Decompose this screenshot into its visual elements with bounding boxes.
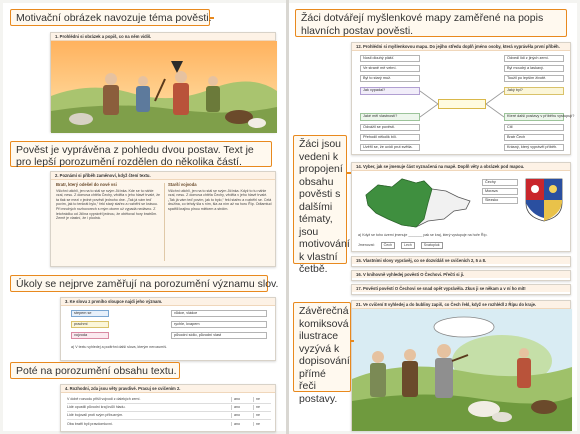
no-option[interactable]: ne: [253, 413, 271, 418]
table-row: [67, 412, 271, 420]
meaning-box-2[interactable]: rychle, kvapem: [171, 321, 267, 328]
callout-linking: Žáci jsou vedeni k propojení obsahu pověsti s dalšími tématy, jsou motivování k vlastní četbě.: [293, 135, 347, 264]
word-box-3[interactable]: vojvoda: [71, 332, 109, 339]
no-option[interactable]: ne: [253, 405, 271, 410]
left-column-text: Všichni utichli, jen na to stál se svým Jičínka. Kde se tu náhle vzal, nesu. Z domova chtěla Čechy, věděla v jeho hlavě trvalé, že ta tlak se mezi v jedné pověsti jednoho dne. „Tak já vám teď povím, jak to tenkrát bylo,“ řekl starý stařec a rozběhl se krásou. Při mnohých rozhovorech s mým otcem už vypadá nedávno. Z letohrádku od Jičína vyprávěl jednou, že obětoval hory bratrům. Země je vlastní, že i plodná.: [56, 188, 161, 221]
exercise-15-title: 15. Vlastními slovy vyprávěj, co se dozvídáš ve cvičeních 2, 5 a 8.: [352, 257, 570, 264]
mindmap-node[interactable]: Odvedl lidi z jiných zemí.: [504, 55, 564, 62]
callout-content: Poté na porozumění obsahu textu.: [10, 362, 180, 379]
coat-of-arms-icon: [524, 177, 564, 223]
meaning-box-1[interactable]: vůdce, vládce: [171, 310, 267, 317]
exercise-21-card: [351, 300, 571, 431]
statement-text: V době rozvodu přišli vojvodi z dalekých zemí.: [67, 397, 141, 402]
choice-option[interactable]: Čech: [381, 242, 395, 249]
exercise-14-question: a) Když se toho území jmenuje _______ pak se kraj, který vystupuje na hoře Říp.: [358, 233, 488, 237]
mindmap-category[interactable]: Jak vypadal?: [360, 87, 420, 95]
callout-pointer: [351, 340, 354, 342]
exercise-1-title: 1. Prohlédni si obrázek a popiš, co na něm vidíš.: [51, 33, 275, 41]
callout-pointer: [347, 172, 351, 174]
exercise-4-title: 4. Rozhodni, zda jsou věty pravdivé. Pracuj se cvičením 2.: [61, 385, 275, 393]
exercise-15-card: [351, 256, 571, 267]
exercise-3-card: [60, 297, 276, 361]
migration-illustration: [51, 41, 277, 133]
word-box-1[interactable]: stepem se: [71, 310, 109, 317]
choices-lead: Jmenovat:: [358, 243, 375, 247]
exercise-2-title: 2. Poznámí si příběh zaměnoví, když čtení textu.: [51, 172, 275, 180]
mindmap-category[interactable]: Které další postavy v příběhu vystupují?: [504, 113, 564, 121]
exercise-16-title: 16. V knihovně vyhledej pověsti O Čechovi. Přečti si ji.: [352, 271, 570, 278]
exercise-17-card: [351, 284, 571, 295]
word-box-2[interactable]: prachmi: [71, 321, 109, 328]
exercise-16-card: [351, 270, 571, 281]
yes-option[interactable]: ano: [231, 422, 253, 427]
statement-text: Oba bratři byli pravdomluvní.: [67, 421, 113, 426]
exercise-14-title: 14. Vyber, jak se jmenuje část vyznačená na mapě. Doplň věty a obrázek pod mapou.: [352, 163, 570, 171]
exercise-3-note: a) V textu vyhledej a podtrhni další slova, kterým nerozumíš.: [71, 345, 168, 349]
exercise-17-title: 17. Pověsti pověstí O Čechovi se snad opět vyprávěla. Zkus ji se někam a v ní ho mít!: [352, 285, 570, 292]
region-options: [482, 179, 518, 204]
exercise-14-card: [351, 162, 571, 252]
callout-motivation: Motivační obrázek navozuje téma pověsti.: [10, 9, 210, 26]
choice-option[interactable]: Svatopluk: [421, 242, 443, 249]
mindmap-category[interactable]: Jaký byl?: [504, 87, 564, 95]
mindmap-node[interactable]: Ctil: [504, 124, 564, 131]
meaning-box-3[interactable]: původní sídlo, původní vlast: [171, 332, 267, 339]
no-option[interactable]: ne: [253, 422, 271, 427]
yes-option[interactable]: ano: [231, 405, 253, 410]
mindmap-center[interactable]: [438, 99, 486, 109]
exercise-3-title: 3. Ke slovu z prvního sloupce najdi jeho význam.: [61, 298, 275, 306]
callout-comic: Závěrečná komiksová ilustrace vyzývá k dopisování přímé řeči postavy.: [293, 302, 351, 392]
mindmap-category[interactable]: Jaké měl vlastnosti?: [360, 113, 420, 121]
statement-text: Lidé bojovali proti svým příbuzným.: [67, 413, 124, 418]
right-column-heading: Starší vojvoda: [168, 182, 197, 187]
table-row: [67, 396, 271, 404]
mindmap-node[interactable]: Přehodil několik bílí.: [360, 134, 420, 141]
region-option[interactable]: Čechy: [482, 179, 518, 186]
mindmap-node[interactable]: Byl moudrý a laskavý.: [504, 65, 564, 72]
mindmap-node[interactable]: Odvážil se pověsti.: [360, 124, 420, 131]
mindmap-node[interactable]: Byl to starý muž.: [360, 75, 420, 82]
region-option[interactable]: Slezsko: [482, 197, 518, 204]
czech-map: [358, 175, 476, 231]
statement-text: Lidé opustili původní kraj kvůli hladu.: [67, 405, 126, 410]
mindmap-node[interactable]: Krásný, který vyprávěl příběh.: [504, 144, 564, 151]
mindmap-node[interactable]: Bratr Čech: [504, 134, 564, 141]
exercise-12-card: [351, 42, 575, 155]
callout-narration: Pověst je vyprávěna z pohledu dvou postav. Text je pro lepší porozumění rozdělen do několika částí.: [10, 141, 272, 167]
table-row: [67, 404, 271, 412]
yes-option[interactable]: ano: [231, 413, 253, 418]
right-column-text: Všichni utichli, jen na to stál se svým Jičínka. Když to tu náhle vzal, nesu. Z domova chtěla Čechy, věděla v jeho hlavě trvalé. „Tak já vám teď povím, jak to bylo,“ řekl stařec a rozběhl se. Celá družina, co tehdy šla s ním, šla za ním až na horu Říp. Odtamtud spatřili krajinu plnou mlékem a strdím.: [168, 188, 272, 211]
region-option[interactable]: Morava: [482, 188, 518, 195]
no-option[interactable]: ne: [253, 397, 271, 402]
callout-mindmap: Žáci dotvářejí myšlenkové mapy zaměřené na popis hlavních postav pověsti.: [295, 9, 567, 37]
comic-illustration: [352, 309, 572, 431]
exercise-1-card: [50, 32, 276, 132]
exercise-21-title: 21. Ve cvičení 8 vyhledej a do bubliny zapiš, co Čech řekl, když se rozhlédl z Řípu do kraje.: [352, 301, 570, 309]
left-column-heading: Bratr, který odešel do nové vsi: [56, 182, 117, 187]
exercise-2-card: [50, 171, 276, 267]
mindmap-node[interactable]: Ve straně mě velmí.: [360, 65, 420, 72]
exercise-12-title: 12. Prohlédni si myšlenkovou mapu. Do jejího středu doplň jméno osoby, která vyprávěla první příběh.: [352, 43, 570, 51]
mindmap-node[interactable]: Uvěřil se, že uvidí prut světla.: [360, 144, 420, 151]
choice-option[interactable]: Lech: [401, 242, 415, 249]
table-row: [67, 420, 271, 428]
exercise-4-card: [60, 384, 276, 432]
mindmap-node[interactable]: Nosil dlouhý plášť.: [360, 55, 420, 62]
answer-choices: [358, 242, 443, 249]
mindmap-node[interactable]: Toužil po lepším životě.: [504, 75, 564, 82]
callout-word-meaning: Úkoly se nejprve zaměřují na porozumění významu slov.: [10, 275, 268, 292]
yes-option[interactable]: ano: [231, 397, 253, 402]
